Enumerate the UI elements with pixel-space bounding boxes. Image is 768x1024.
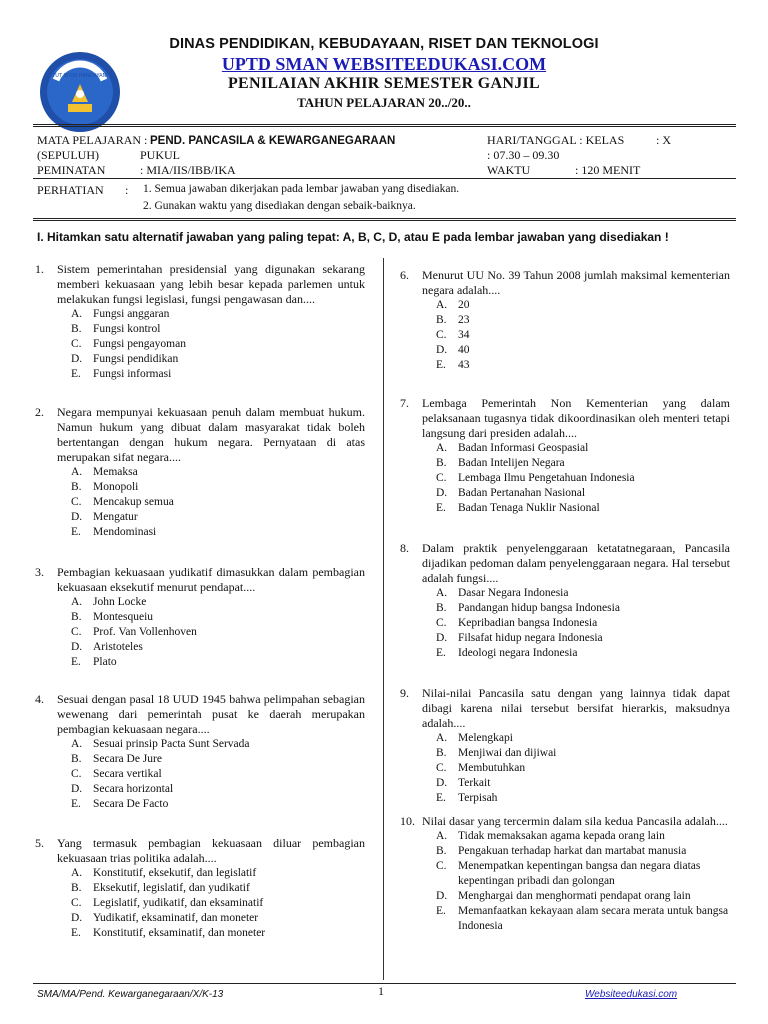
answer-option: [436, 441, 730, 456]
option-text: Terkait: [458, 777, 491, 789]
answer-option: [436, 829, 730, 844]
option-text: Badan Tenaga Nuklir Nasional: [458, 502, 600, 514]
option-text: Prof. Van Vollenhoven: [93, 626, 197, 638]
question-text: Pembagian kekuasaan yudikatif dimasukkan dalam pembagian kekuasaan eksekutif menurut pendapat....: [57, 565, 365, 594]
answer-option: [71, 655, 365, 670]
option-text: Eksekutif, legislatif, dan yudikatif: [93, 882, 250, 894]
option-text: Ideologi negara Indonesia: [458, 647, 578, 659]
option-text: Filsafat hidup negara Indonesia: [458, 632, 603, 644]
option-letter: C.: [71, 626, 82, 638]
option-text: Mendominasi: [93, 526, 157, 538]
option-letter: E.: [71, 798, 81, 810]
answer-option: [71, 752, 365, 767]
option-letter: C.: [436, 762, 447, 774]
answer-option: [71, 337, 365, 352]
question-number: 10.: [400, 814, 415, 828]
option-text: Plato: [93, 656, 117, 668]
notes-divider: [33, 218, 736, 221]
option-letter: A.: [436, 587, 448, 599]
option-letter: B.: [71, 323, 82, 335]
answer-option: [436, 889, 730, 904]
question-number: 4.: [35, 692, 44, 706]
subject-label: MATA PELAJARAN :: [37, 133, 148, 147]
option-text: Badan Informasi Geospasial: [458, 442, 589, 454]
option-letter: E.: [436, 502, 446, 514]
option-text: Lembaga Ilmu Pengetahuan Indonesia: [458, 472, 635, 484]
option-text: Memanfaatkan kekayaan alam secara merata untuk bangsa Indonesia: [458, 905, 729, 932]
option-letter: B.: [436, 457, 447, 469]
option-text: Badan Pertanahan Nasional: [458, 487, 586, 499]
question-number: 5.: [35, 836, 44, 850]
note-1: 1. Semua jawaban dikerjakan pada lembar jawaban yang disediakan.: [143, 183, 460, 195]
option-letter: C.: [436, 617, 447, 629]
answer-option: [436, 343, 730, 358]
column-divider: [383, 258, 384, 980]
question-text: Nilai-nilai Pancasila satu dengan yang lainnya tidak dapat dibagi karena nilai tersebut bersifat hierarkis, maksudnya adalah....: [422, 686, 730, 730]
option-letter: D.: [436, 632, 448, 644]
section-instruction: I. Hitamkan satu alternatif jawaban yang paling tepat: A, B, C, D, atau E pada lembar jawaban yang disediakan !: [37, 230, 669, 244]
question-10: [400, 814, 730, 934]
option-text: 23: [458, 314, 470, 326]
answer-option: [71, 926, 365, 941]
question-number: 8.: [400, 541, 409, 555]
option-letter: E.: [71, 656, 81, 668]
option-text: Konstitutif, eksaminatif, dan moneter: [93, 927, 266, 939]
option-letter: D.: [71, 912, 83, 924]
option-text: Montesqueiu: [93, 611, 154, 623]
answer-option: [71, 881, 365, 896]
option-letter: B.: [71, 481, 82, 493]
option-letter: E.: [436, 792, 446, 804]
option-text: Fungsi kontrol: [93, 323, 161, 335]
answer-option: [71, 322, 365, 337]
option-letter: D.: [71, 783, 83, 795]
option-letter: E.: [436, 647, 446, 659]
answer-option: [71, 480, 365, 495]
option-text: Secara De Facto: [93, 798, 169, 810]
question-number: 1.: [35, 262, 44, 276]
footer-website-link[interactable]: Websiteedukasi.com: [585, 989, 678, 1000]
option-letter: A.: [436, 442, 448, 454]
class-spelled: (SEPULUH): [37, 148, 99, 162]
option-text: Melengkapi: [458, 732, 513, 744]
option-letter: E.: [71, 368, 81, 380]
answer-option: [436, 313, 730, 328]
option-text: Pandangan hidup bangsa Indonesia: [458, 602, 620, 614]
option-letter: B.: [71, 611, 82, 623]
option-letter: C.: [71, 897, 82, 909]
option-text: Konstitutif, eksekutif, dan legislatif: [93, 867, 257, 879]
option-letter: B.: [71, 882, 82, 894]
option-text: Mengatur: [93, 511, 138, 523]
option-text: Fungsi informasi: [93, 368, 172, 380]
option-letter: A.: [71, 738, 83, 750]
answer-option: [436, 859, 730, 889]
option-letter: E.: [436, 359, 446, 371]
option-text: Secara vertikal: [93, 768, 162, 780]
answer-option: [71, 610, 365, 625]
answer-option: [436, 328, 730, 343]
option-letter: C.: [71, 768, 82, 780]
answer-option: [71, 782, 365, 797]
question-text: Yang termasuk pembagian kekuasaan diluar pembagian kekuasaan trias politika adalah....: [57, 836, 365, 865]
option-text: Fungsi anggaran: [93, 308, 170, 320]
option-letter: E.: [71, 927, 81, 939]
option-letter: A.: [71, 867, 83, 879]
question-number: 7.: [400, 396, 409, 410]
option-text: 43: [458, 359, 470, 371]
option-letter: D.: [71, 353, 83, 365]
option-text: Fungsi pendidikan: [93, 353, 179, 365]
option-text: Yudikatif, eksaminatif, dan moneter: [93, 912, 259, 924]
option-letter: A.: [71, 308, 83, 320]
question-5: [35, 836, 365, 941]
answer-option: [436, 731, 730, 746]
question-number: 9.: [400, 686, 409, 700]
subject-value: PEND. PANCASILA & KEWARGANEGARAAN: [150, 135, 396, 147]
header-exam-title: PENILAIAN AKHIR SEMESTER GANJIL: [227, 75, 541, 92]
answer-option: [436, 761, 730, 776]
option-letter: A.: [436, 830, 448, 842]
notes-colon: :: [125, 183, 129, 197]
question-text: Negara mempunyai kekuasaan penuh dalam membuat hukum. Namun hukum yang dibuat dalam masyarakat tidak boleh bertentangan dengan hukum negara. Pernyataan di atas merupakan sifat negara....: [57, 405, 365, 464]
option-text: Pengakuan terhadap harkat dan martabat manusia: [458, 845, 687, 857]
option-text: Monopoli: [93, 481, 139, 493]
option-letter: C.: [436, 860, 447, 872]
answer-option: [71, 352, 365, 367]
option-letter: C.: [71, 496, 82, 508]
answer-option: [71, 367, 365, 382]
answer-option: [436, 904, 730, 934]
answer-option: [436, 501, 730, 516]
option-letter: A.: [71, 596, 83, 608]
document-header: [0, 36, 768, 111]
answer-option: [71, 797, 365, 812]
option-text: Menghargai dan menghormati pendapat orang lain: [458, 890, 691, 902]
option-letter: D.: [71, 511, 83, 523]
answer-option: [436, 298, 730, 313]
duration-value: : 120 MENIT: [575, 163, 641, 177]
option-text: 40: [458, 344, 470, 356]
answer-option: [436, 844, 730, 859]
question-2: [35, 405, 365, 540]
answer-option: [436, 456, 730, 471]
specialization-label: PEMINATAN: [37, 163, 106, 177]
option-letter: B.: [436, 747, 447, 759]
header-agency: DINAS PENDIDIKAN, KEBUDAYAAN, RISET DAN TEKNOLOGI: [169, 36, 599, 52]
answer-option: [436, 586, 730, 601]
note-2: 2. Gunakan waktu yang disediakan dengan sebaik-baiknya.: [143, 200, 416, 212]
question-9: [400, 686, 730, 806]
answer-option: [71, 525, 365, 540]
header-academic-year: TAHUN PELAJARAN 20../20..: [297, 95, 471, 110]
footer-code: SMA/MA/Pend. Kewarganegaraan/X/K-13: [37, 989, 224, 1000]
answer-option: [71, 465, 365, 480]
question-text: Sistem pemerintahan presidensial yang digunakan sekarang memberi kekuasaan yang lebih besar kepada parlemen untuk melakukan fungsi legislasi, fungsi pengawasan dan....: [57, 262, 365, 306]
question-1: [35, 262, 365, 382]
option-letter: D.: [71, 641, 83, 653]
answer-option: [71, 595, 365, 610]
answer-option: [436, 791, 730, 806]
answer-option: [71, 307, 365, 322]
option-text: John Locke: [93, 596, 147, 608]
option-text: Legislatif, yudikatif, dan eksaminatif: [93, 897, 264, 909]
time-value: : 07.30 – 09.30: [487, 148, 560, 162]
question-7: [400, 396, 730, 516]
header-divider: [33, 124, 736, 127]
option-letter: D.: [436, 777, 448, 789]
option-text: Tidak memaksakan agama kepada orang lain: [458, 830, 665, 842]
time-label: PUKUL: [140, 148, 181, 162]
question-number: 2.: [35, 405, 44, 419]
option-letter: B.: [436, 845, 447, 857]
answer-option: [436, 486, 730, 501]
option-text: Menempatkan kepentingan bangsa dan negara diatas kepentingan pribadi dan golongan: [458, 860, 701, 887]
answer-option: [436, 646, 730, 661]
option-letter: A.: [436, 732, 448, 744]
option-letter: E.: [436, 905, 446, 917]
option-text: Secara De Jure: [93, 753, 162, 765]
specialization-value: : MIA/IIS/IBB/IKA: [140, 163, 236, 177]
question-text: Sesuai dengan pasal 18 UUD 1945 bahwa pelimpahan sebagian wewenang dari pemerintah pusat ke daerah merupakan pembagian kekuasaan negara....: [57, 692, 365, 736]
question-number: 6.: [400, 268, 409, 282]
option-text: Sesuai prinsip Pacta Sunt Servada: [93, 738, 250, 750]
answer-option: [436, 631, 730, 646]
option-text: Dasar Negara Indonesia: [458, 587, 569, 599]
class-value: : X: [656, 133, 671, 147]
option-letter: D.: [436, 487, 448, 499]
option-letter: D.: [436, 890, 448, 902]
answer-option: [436, 776, 730, 791]
question-4: [35, 692, 365, 812]
option-text: Fungsi pengayoman: [93, 338, 186, 350]
answer-option: [71, 495, 365, 510]
answer-option: [71, 510, 365, 525]
answer-option: [71, 896, 365, 911]
question-text: Dalam praktik penyelenggaraan ketatatnegaraan, Pancasila dijadikan pedoman dalam penyelenggaraan negara. Hal tersebut adalah fungsi....: [422, 541, 730, 585]
answer-option: [71, 640, 365, 655]
svg-text:TUT WURI HANDAYANI: TUT WURI HANDAYANI: [52, 73, 108, 79]
page-number: 1: [378, 984, 384, 998]
answer-option: [71, 767, 365, 782]
duration-label: WAKTU: [487, 163, 531, 177]
question-6: [400, 268, 730, 373]
day-class-label: HARI/TANGGAL : KELAS: [487, 133, 625, 147]
answer-option: [436, 471, 730, 486]
answer-option: [71, 625, 365, 640]
answer-option: [436, 601, 730, 616]
notes-label: PERHATIAN: [37, 183, 104, 197]
option-text: 20: [458, 299, 470, 311]
option-text: 34: [458, 329, 470, 341]
answer-option: [436, 616, 730, 631]
option-letter: E.: [71, 526, 81, 538]
question-text: Lembaga Pemerintah Non Kementerian yang dalam pelaksanaan tugasnya tidak dikoordinasikan oleh menteri tetapi langsung dari presiden adalah....: [422, 396, 730, 440]
option-text: Kepribadian bangsa Indonesia: [458, 617, 598, 629]
header-school-link[interactable]: UPTD SMAN WEBSITEEDUKASI.COM: [221, 54, 547, 74]
option-text: Badan Intelijen Negara: [458, 457, 565, 469]
answer-option: [436, 358, 730, 373]
question-3: [35, 565, 365, 670]
option-letter: B.: [436, 314, 447, 326]
option-text: Memaksa: [93, 466, 138, 478]
meta-divider: [33, 178, 736, 179]
answer-option: [71, 911, 365, 926]
option-text: Secara horizontal: [93, 783, 174, 795]
option-letter: B.: [71, 753, 82, 765]
question-text: Menurut UU No. 39 Tahun 2008 jumlah maksimal kementerian negara adalah....: [422, 268, 730, 297]
question-text: Nilai dasar yang tercermin dalam sila kedua Pancasila adalah....: [422, 814, 728, 828]
answer-option: [71, 737, 365, 752]
option-letter: C.: [71, 338, 82, 350]
option-text: Menjiwai dan dijiwai: [458, 747, 557, 759]
option-letter: C.: [436, 329, 447, 341]
option-letter: B.: [436, 602, 447, 614]
option-text: Mencakup semua: [93, 496, 174, 508]
option-letter: D.: [436, 344, 448, 356]
option-letter: A.: [436, 299, 448, 311]
question-number: 3.: [35, 565, 44, 579]
option-text: Terpisah: [458, 792, 498, 804]
option-letter: C.: [436, 472, 447, 484]
option-letter: A.: [71, 466, 83, 478]
option-text: Aristoteles: [93, 641, 143, 653]
option-text: Membutuhkan: [458, 762, 526, 774]
footer-divider: [33, 983, 736, 984]
answer-option: [436, 746, 730, 761]
answer-option: [71, 866, 365, 881]
question-8: [400, 541, 730, 661]
